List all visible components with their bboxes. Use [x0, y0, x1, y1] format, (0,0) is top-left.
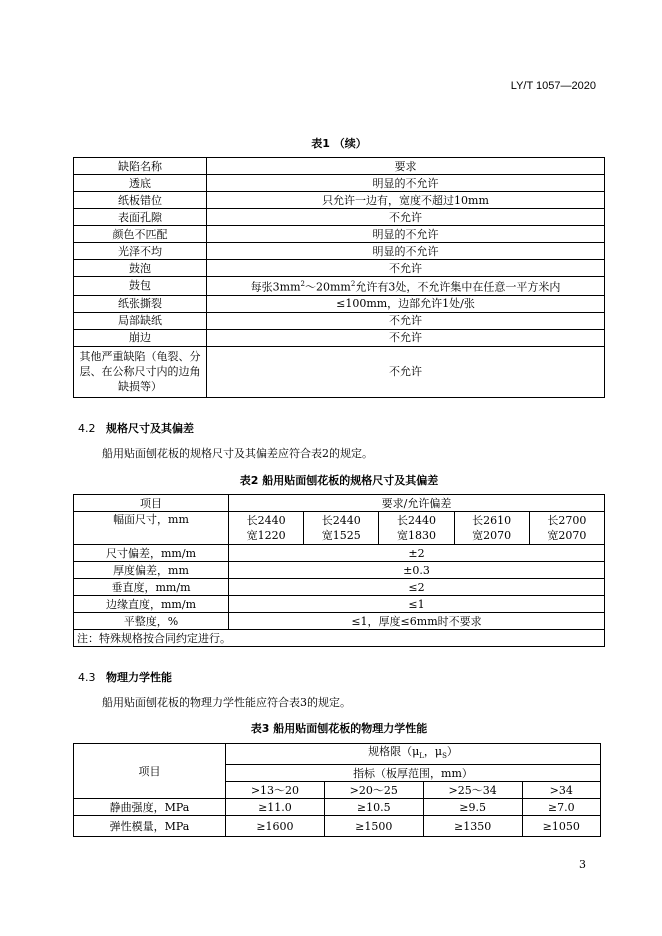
- thickness-range: >13～20: [226, 782, 325, 799]
- item-value: ≤1，厚度≤6mm时不要求: [229, 613, 605, 630]
- item-value: ±2: [229, 545, 605, 562]
- property-value: ≥1050: [522, 816, 600, 837]
- item-label: 厚度偏差，mm: [74, 562, 229, 579]
- defect-name: 其他严重缺陷（龟裂、分层、在公称尺寸内的边角缺损等）: [74, 346, 207, 397]
- requirement: 不允许: [207, 346, 605, 397]
- table-header-row: [74, 744, 601, 765]
- thickness-range: >25～34: [423, 782, 522, 799]
- item-label: 尺寸偏差，mm/m: [74, 545, 229, 562]
- property-value: ≥9.5: [423, 799, 522, 816]
- table-row: [74, 579, 605, 596]
- requirement: 不允许: [207, 329, 605, 346]
- size-label: 幅面尺寸，mm: [74, 512, 229, 545]
- property-name: 静曲强度，MPa: [74, 799, 226, 816]
- item-label: 垂直度，mm/m: [74, 579, 229, 596]
- header-defect-name: 缺陷名称: [74, 158, 207, 175]
- table3: [73, 743, 601, 837]
- defect-name: 表面孔隙: [74, 209, 207, 226]
- defect-name: 崩边: [74, 329, 207, 346]
- table-header-row: [74, 158, 605, 175]
- table1-caption: 表1 （续）: [311, 137, 367, 150]
- property-value: ≥1500: [324, 816, 423, 837]
- defect-name: 鼓泡: [74, 260, 207, 277]
- size-cell: 长2440 宽1220: [229, 512, 304, 545]
- table-row: [74, 613, 605, 630]
- document-code: LY/T 1057—2020: [510, 80, 596, 92]
- property-value: ≥7.0: [522, 799, 600, 816]
- item-label: 平整度，%: [74, 613, 229, 630]
- table-row: [74, 295, 605, 312]
- table2-caption: 表2 船用贴面刨花板的规格尺寸及其偏差: [239, 474, 439, 487]
- defect-name: 鼓包: [74, 277, 207, 296]
- property-value: ≥1350: [423, 816, 522, 837]
- table-row: [74, 816, 601, 837]
- section-4-2-text: 船用贴面刨花板的规格尺寸及其偏差应符合表2的规定。: [102, 447, 373, 460]
- table-row: [74, 226, 605, 243]
- defect-name: 透底: [74, 175, 207, 192]
- requirement: 不允许: [207, 209, 605, 226]
- table-row: [74, 799, 601, 816]
- table-row: [74, 312, 605, 329]
- defect-name: 局部缺纸: [74, 312, 207, 329]
- header-item: 项目: [74, 744, 226, 799]
- table3-caption: 表3 船用贴面刨花板的物理力学性能: [250, 722, 428, 735]
- size-cell: 长2700 宽2070: [529, 512, 604, 545]
- table-row: [74, 512, 605, 545]
- requirement: 不允许: [207, 260, 605, 277]
- table-row: [74, 209, 605, 226]
- table2: [73, 494, 605, 647]
- property-value: ≥1600: [226, 816, 325, 837]
- table-row: [74, 596, 605, 613]
- header-limit: 规格限（$\mu_L$，$\mu_S$）: [226, 744, 601, 765]
- table-row: [74, 243, 605, 260]
- property-value: ≥10.5: [324, 799, 423, 816]
- header-requirement: 要求/允许偏差: [229, 495, 605, 512]
- size-cell: 长2440 宽1830: [379, 512, 454, 545]
- header-item: 项目: [74, 495, 229, 512]
- header-index: 指标（板厚范围，mm）: [226, 765, 601, 782]
- property-value: ≥11.0: [226, 799, 325, 816]
- header-requirement: 要求: [207, 158, 605, 175]
- table-row: [74, 260, 605, 277]
- defect-name: 纸张撕裂: [74, 295, 207, 312]
- table-header-row: [74, 495, 605, 512]
- item-label: 边缘直度，mm/m: [74, 596, 229, 613]
- item-value: ≤1: [229, 596, 605, 613]
- table-row: [74, 329, 605, 346]
- property-name: 弹性模量，MPa: [74, 816, 226, 837]
- requirement: 明显的不允许: [207, 226, 605, 243]
- table-row: [74, 562, 605, 579]
- table-row: [74, 175, 605, 192]
- table-row: [74, 545, 605, 562]
- requirement: 明显的不允许: [207, 243, 605, 260]
- requirement: 明显的不允许: [207, 175, 605, 192]
- defect-name: 光泽不均: [74, 243, 207, 260]
- section-4-2-heading: 4.2 规格尺寸及其偏差: [78, 422, 194, 435]
- size-cell: 长2440 宽1525: [304, 512, 379, 545]
- requirement: 不允许: [207, 312, 605, 329]
- thickness-range: >20～25: [324, 782, 423, 799]
- requirement: ≤100mm，边部允许1处/张: [207, 295, 605, 312]
- requirement: 每张$3mm^2\sim 20mm^2$允许有3处，不允许集中在任意一平方米内: [207, 277, 605, 296]
- defect-name: 颜色不匹配: [74, 226, 207, 243]
- table-note-row: [74, 630, 605, 647]
- section-4-3-text: 船用贴面刨花板的物理力学性能应符合表3的规定。: [102, 696, 351, 709]
- table-row: [74, 346, 605, 397]
- page-number: 3: [579, 858, 586, 871]
- requirement: 只允许一边有，宽度不超过10mm: [207, 192, 605, 209]
- thickness-range: >34: [522, 782, 600, 799]
- size-cell: 长2610 宽2070: [454, 512, 529, 545]
- table1: [73, 157, 605, 398]
- item-value: ±0.3: [229, 562, 605, 579]
- item-value: ≤2: [229, 579, 605, 596]
- table-note: 注：特殊规格按合同约定进行。: [74, 630, 605, 647]
- table-row: [74, 277, 605, 296]
- section-4-3-heading: 4.3 物理力学性能: [78, 671, 172, 684]
- defect-name: 纸板错位: [74, 192, 207, 209]
- table-row: [74, 192, 605, 209]
